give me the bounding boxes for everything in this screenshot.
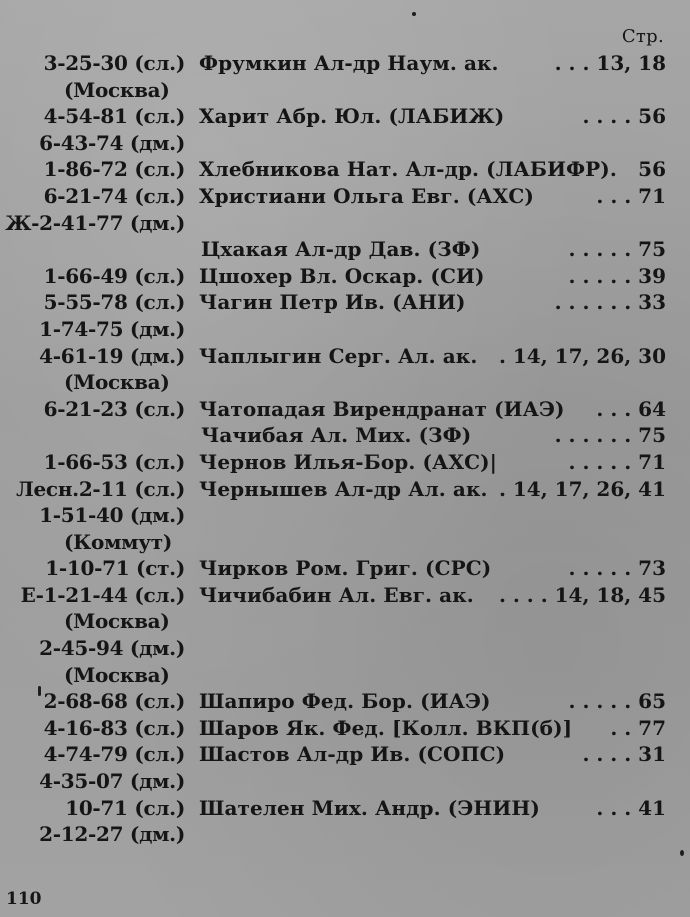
directory-entry bbox=[0, 50, 690, 77]
entry-phone: 4-35-07 (дм.) bbox=[39, 769, 185, 794]
entry-phone: 4-54-81 (сл.) bbox=[43, 104, 185, 129]
entry-phone: 3-25-30 (сл.) bbox=[43, 51, 185, 75]
entry-name: Чирков Ром. Григ. (СРС) bbox=[199, 556, 492, 581]
entry-phone: 4-61-19 (дм.) bbox=[39, 343, 185, 368]
directory-entry bbox=[0, 555, 690, 582]
entry-pages: . . . . . 71 bbox=[568, 449, 666, 474]
entry-phone: 10-71 (сл.) bbox=[65, 795, 185, 820]
directory-entry bbox=[0, 688, 690, 715]
entry-name: Чичибабин Ал. Евг. ак. bbox=[199, 582, 474, 607]
entry-name: Фрумкин Ал-др Наум. ак. bbox=[199, 51, 499, 75]
entry-name: Чернов Илья-Бор. (АХС)| bbox=[199, 449, 498, 474]
entry-pages: . . . . 56 bbox=[582, 104, 666, 129]
entry-phone: 2-68-68 (сл.) bbox=[43, 689, 185, 714]
entry-phone: 5-55-78 (сл.) bbox=[43, 290, 185, 315]
entry-phone: 1-66-53 (сл.) bbox=[43, 449, 185, 474]
directory-entry bbox=[0, 369, 690, 396]
directory-entry bbox=[0, 715, 690, 742]
directory-entry bbox=[0, 183, 690, 210]
entry-name: Чатопадая Вирендранат (ИАЭ) bbox=[199, 396, 565, 421]
directory-entry bbox=[0, 449, 690, 476]
entry-pages: . . . . . 73 bbox=[568, 556, 666, 581]
entry-name: Шапиро Фед. Бор. (ИАЭ) bbox=[199, 689, 491, 714]
directory-entry bbox=[0, 130, 690, 157]
entry-phone: Е-1-21-44 (сл.) bbox=[20, 582, 185, 607]
entry-pages: . . . 13, 18 bbox=[554, 51, 666, 75]
entry-name: Цхакая Ал-др Дав. (ЗФ) bbox=[201, 237, 481, 262]
entry-name: Христиани Ольга Евг. (АХС) bbox=[199, 183, 534, 208]
entry-name: Чернышев Ал-др Ал. ак. bbox=[199, 476, 488, 501]
directory-entry bbox=[0, 210, 690, 237]
ink-speck bbox=[38, 686, 41, 696]
entry-city: (Москва) bbox=[64, 370, 170, 395]
entry-phone: 1-10-71 (ст.) bbox=[45, 556, 185, 581]
entry-phone: Ж-2-41-77 (дм.) bbox=[5, 210, 185, 235]
entry-pages: . . . . 31 bbox=[582, 742, 666, 767]
directory-entry bbox=[0, 768, 690, 795]
page-number: 110 bbox=[6, 889, 42, 909]
entry-name: Харит Абр. Юл. (ЛАБИЖ) bbox=[199, 104, 505, 129]
directory-entries bbox=[0, 50, 690, 848]
entry-pages: 56 bbox=[638, 157, 666, 182]
entry-pages: . 14, 17, 26, 30 bbox=[498, 343, 666, 368]
directory-entry bbox=[0, 156, 690, 183]
entry-phone: Лесн.2-11 (сл.) bbox=[16, 476, 185, 501]
page-column-header: Стр. bbox=[621, 26, 664, 47]
ink-speck bbox=[412, 12, 416, 16]
entry-name: Шаров Як. Фед. [Колл. ВКП(б)] bbox=[199, 715, 573, 740]
entry-pages: . . . . . 39 bbox=[568, 263, 666, 288]
entry-city: (Коммут) bbox=[64, 529, 173, 554]
entry-pages: . . . . . 75 bbox=[568, 237, 666, 262]
entry-pages: . . . 64 bbox=[596, 396, 666, 421]
directory-entry bbox=[0, 529, 690, 556]
directory-entry bbox=[0, 289, 690, 316]
directory-entry bbox=[0, 422, 690, 449]
entry-phone: 6-21-23 (сл.) bbox=[43, 396, 185, 421]
entry-phone: 1-86-72 (сл.) bbox=[43, 157, 185, 182]
entry-phone: 4-16-83 (сл.) bbox=[43, 715, 185, 740]
entry-pages: . . . . . . 75 bbox=[554, 423, 666, 448]
entry-pages: . . . . . . 33 bbox=[554, 290, 666, 315]
entry-phone: 1-74-75 (дм.) bbox=[39, 316, 185, 341]
entry-name: Чачибая Ал. Мих. (ЗФ) bbox=[201, 423, 472, 448]
directory-entry bbox=[0, 103, 690, 130]
directory-entry bbox=[0, 263, 690, 290]
entry-city: (Москва) bbox=[64, 609, 170, 634]
entry-phone: 4-74-79 (сл.) bbox=[43, 742, 185, 767]
entry-pages: . . 77 bbox=[610, 715, 666, 740]
entry-pages: . . . 71 bbox=[596, 183, 666, 208]
ink-speck bbox=[680, 850, 684, 856]
entry-name: Хлебникова Нат. Ал-др. (ЛАБИФР). bbox=[199, 157, 617, 182]
entry-phone: 1-51-40 (дм.) bbox=[39, 503, 185, 528]
entry-name: Шателен Мих. Андр. (ЭНИН) bbox=[199, 795, 540, 820]
entry-phone: 6-21-74 (сл.) bbox=[43, 183, 185, 208]
directory-entry bbox=[0, 821, 690, 848]
entry-name: Шастов Ал-др Ив. (СОПС) bbox=[199, 742, 506, 767]
entry-phone: 1-66-49 (сл.) bbox=[43, 263, 185, 288]
entry-name: Чаплыгин Серг. Ал. ак. bbox=[199, 343, 478, 368]
directory-entry bbox=[0, 795, 690, 822]
entry-phone: 2-12-27 (дм.) bbox=[39, 822, 185, 847]
directory-entry bbox=[0, 77, 690, 104]
directory-entry bbox=[0, 396, 690, 423]
entry-city: (Москва) bbox=[64, 77, 170, 102]
directory-entry bbox=[0, 316, 690, 343]
directory-entry bbox=[0, 608, 690, 635]
entry-name: Цшохер Вл. Оскар. (СИ) bbox=[199, 263, 485, 288]
entry-pages: . 14, 17, 26, 41 bbox=[498, 476, 666, 501]
directory-entry bbox=[0, 343, 690, 370]
directory-entry bbox=[0, 502, 690, 529]
directory-entry bbox=[0, 476, 690, 503]
entry-phone: 2-45-94 (дм.) bbox=[39, 636, 185, 661]
entry-city: (Москва) bbox=[64, 662, 170, 687]
directory-entry bbox=[0, 662, 690, 689]
entry-name: Чагин Петр Ив. (АНИ) bbox=[199, 290, 466, 315]
entry-pages: . . . 41 bbox=[596, 795, 666, 820]
directory-entry bbox=[0, 236, 690, 263]
entry-phone: 6-43-74 (дм.) bbox=[39, 130, 185, 155]
entry-pages: . . . . 14, 18, 45 bbox=[498, 582, 666, 607]
directory-entry bbox=[0, 741, 690, 768]
entry-pages: . . . . . 65 bbox=[568, 689, 666, 714]
directory-entry bbox=[0, 582, 690, 609]
directory-entry bbox=[0, 635, 690, 662]
